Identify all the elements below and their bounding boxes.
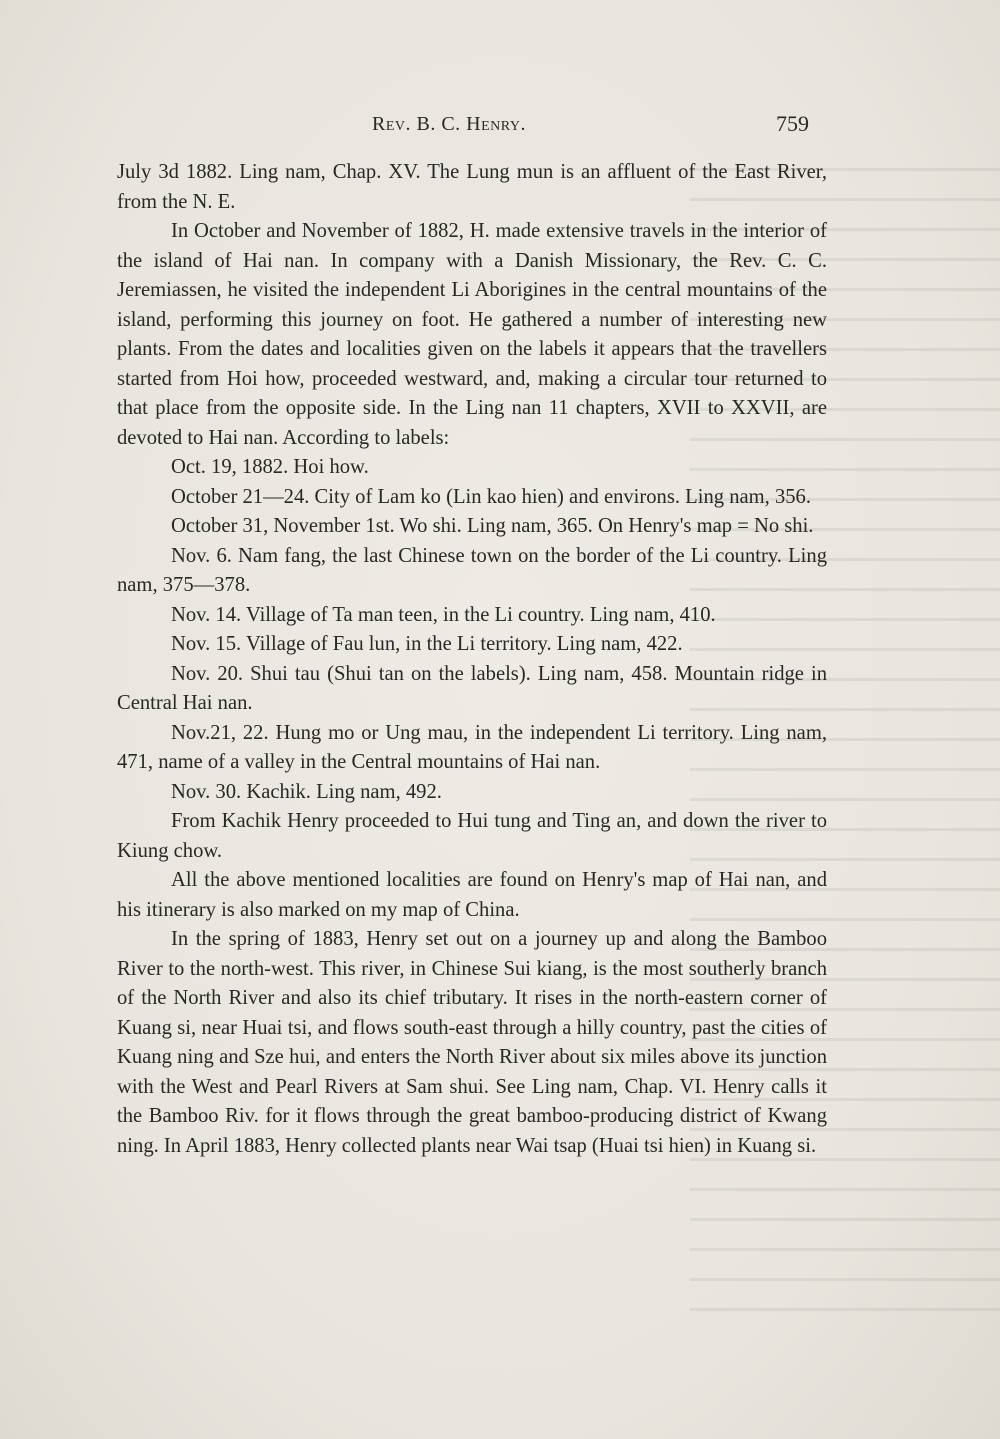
paragraph: In the spring of 1883, Henry set out on a journey up and along the Bamboo River to the north-west. This river, in Chinese Sui kiang, is the most southerly branch of the North River and also its chief tributary. It rises in the north-eastern corner of Kuang si, near Huai tsi, and flows south-east through a hilly country, past the cities of Kuang ning and Sze hui, and enters the North River about six miles above its junction with the West and Pearl Rivers at Sam shui. See Ling nam, Chap. VI. Henry calls it the Bamboo Riv. for it flows through the great bamboo-producing district of Kwang ning. In April 1883, Henry collected plants near Wai tsap (Huai tsi hien) in Kuang si. xyxy=(117,928,827,1157)
paragraph: All the above mentioned localities are found on Henry's map of Hai nan, and his itinerary is also marked on my map of China. xyxy=(117,869,827,921)
paragraph: Nov. 14. Village of Ta man teen, in the Li country. Ling nam, 410. xyxy=(171,603,716,626)
paragraph: Nov. 20. Shui tau (Shui tan on the labels). Ling nam, 458. Mountain ridge in Central Hai nan. xyxy=(117,662,827,714)
paragraph: July 3d 1882. Ling nam, Chap. XV. The Lung mun is an affluent of the East River, from the N. E. xyxy=(117,161,827,213)
paragraph: October 21—24. City of Lam ko (Lin kao hien) and environs. Ling nam, 356. xyxy=(171,485,811,508)
paragraph: Nov. 30. Kachik. Ling nam, 492. xyxy=(171,780,442,803)
paragraph: October 31, November 1st. Wo shi. Ling nam, 365. On Henry's map = No shi. xyxy=(171,515,814,537)
paragraph: From Kachik Henry proceeded to Hui tung and Ting an, and down the river to Kiung chow. xyxy=(117,810,827,862)
paragraph: Nov.21, 22. Hung mo or Ung mau, in the independent Li territory. Ling nam, 471, name of a valley in the Central mountains of Hai nan. xyxy=(117,721,827,773)
page-header xyxy=(0,113,1000,143)
page-number: 759 xyxy=(776,111,809,136)
running-head: Rev. B. C. Henry. xyxy=(372,113,526,135)
paragraph: Nov. 6. Nam fang, the last Chinese town on the border of the Li country. Ling nam, 375—378. xyxy=(117,544,827,596)
paragraph: Oct. 19, 1882. Hoi how. xyxy=(171,456,369,478)
body-text xyxy=(117,158,827,1161)
paragraph: In October and November of 1882, H. made extensive travels in the interior of the island of Hai nan. In company with a Danish Missionary, the Rev. C. C. Jeremiassen, he visited the independent Li Aborigines in the central mountains of the island, performing this journey on foot. He gathered a number of interesting new plants. From the dates and localities given on the labels it appears that the travellers started from Hoi how, proceeded westward, and, making a circular tour returned to that place from the opposite side. In the Ling nan 11 chapters, XVII to XXVII, are devoted to Hai nan. According to labels: xyxy=(117,220,827,449)
paragraph: Nov. 15. Village of Fau lun, in the Li territory. Ling nam, 422. xyxy=(171,633,683,655)
